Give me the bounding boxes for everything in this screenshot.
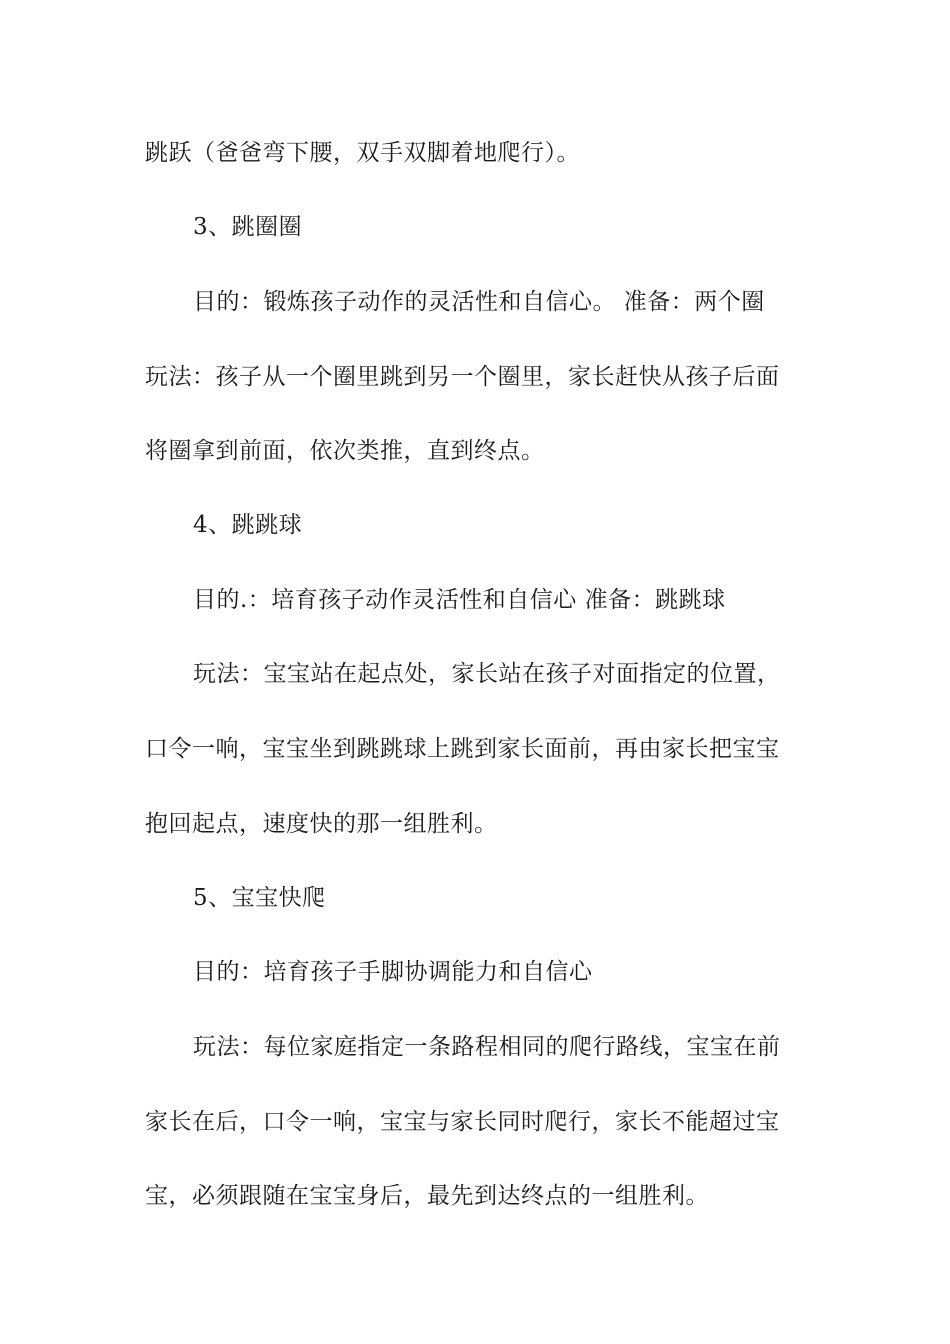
- paragraph-line: 家长在后，口令一响，宝宝与家长同时爬行，家长不能超过宝: [145, 1109, 780, 1135]
- paragraph-line: 宝，必须跟随在宝宝身后，最先到达终点的一组胜利。: [145, 1183, 709, 1209]
- paragraph-line: 口令一响，宝宝坐到跳跳球上跳到家长面前，再由家长把宝宝: [145, 736, 780, 762]
- paragraph-line: 玩法：孩子从一个圈里跳到另一个圈里，家长赶快从孩子后面: [145, 364, 780, 390]
- paragraph-line: 玩法：每位家庭指定一条路程相同的爬行路线，宝宝在前: [193, 1034, 781, 1060]
- paragraph-line: 目的.：培育孩子动作灵活性和自信心 准备：跳跳球: [193, 587, 726, 613]
- section-heading: 5、宝宝快爬: [193, 885, 326, 911]
- paragraph-line: 将圈拿到前面，依次类推，直到终点。: [145, 438, 545, 464]
- paragraph-line: 跳跃（爸爸弯下腰，双手双脚着地爬行）。: [145, 140, 580, 166]
- paragraph-line: 目的：培育孩子手脚协调能力和自信心: [193, 959, 593, 985]
- section-heading: 3、跳圈圈: [193, 214, 303, 240]
- paragraph-line: 抱回起点，速度快的那一组胜利。: [145, 811, 498, 837]
- section-heading: 4、跳跳球: [193, 512, 303, 538]
- paragraph-line: 目的：锻炼孩子动作的灵活性和自信心。 准备：两个圈: [193, 289, 765, 315]
- paragraph-line: 玩法：宝宝站在起点处，家长站在孩子对面指定的位置，: [193, 661, 781, 687]
